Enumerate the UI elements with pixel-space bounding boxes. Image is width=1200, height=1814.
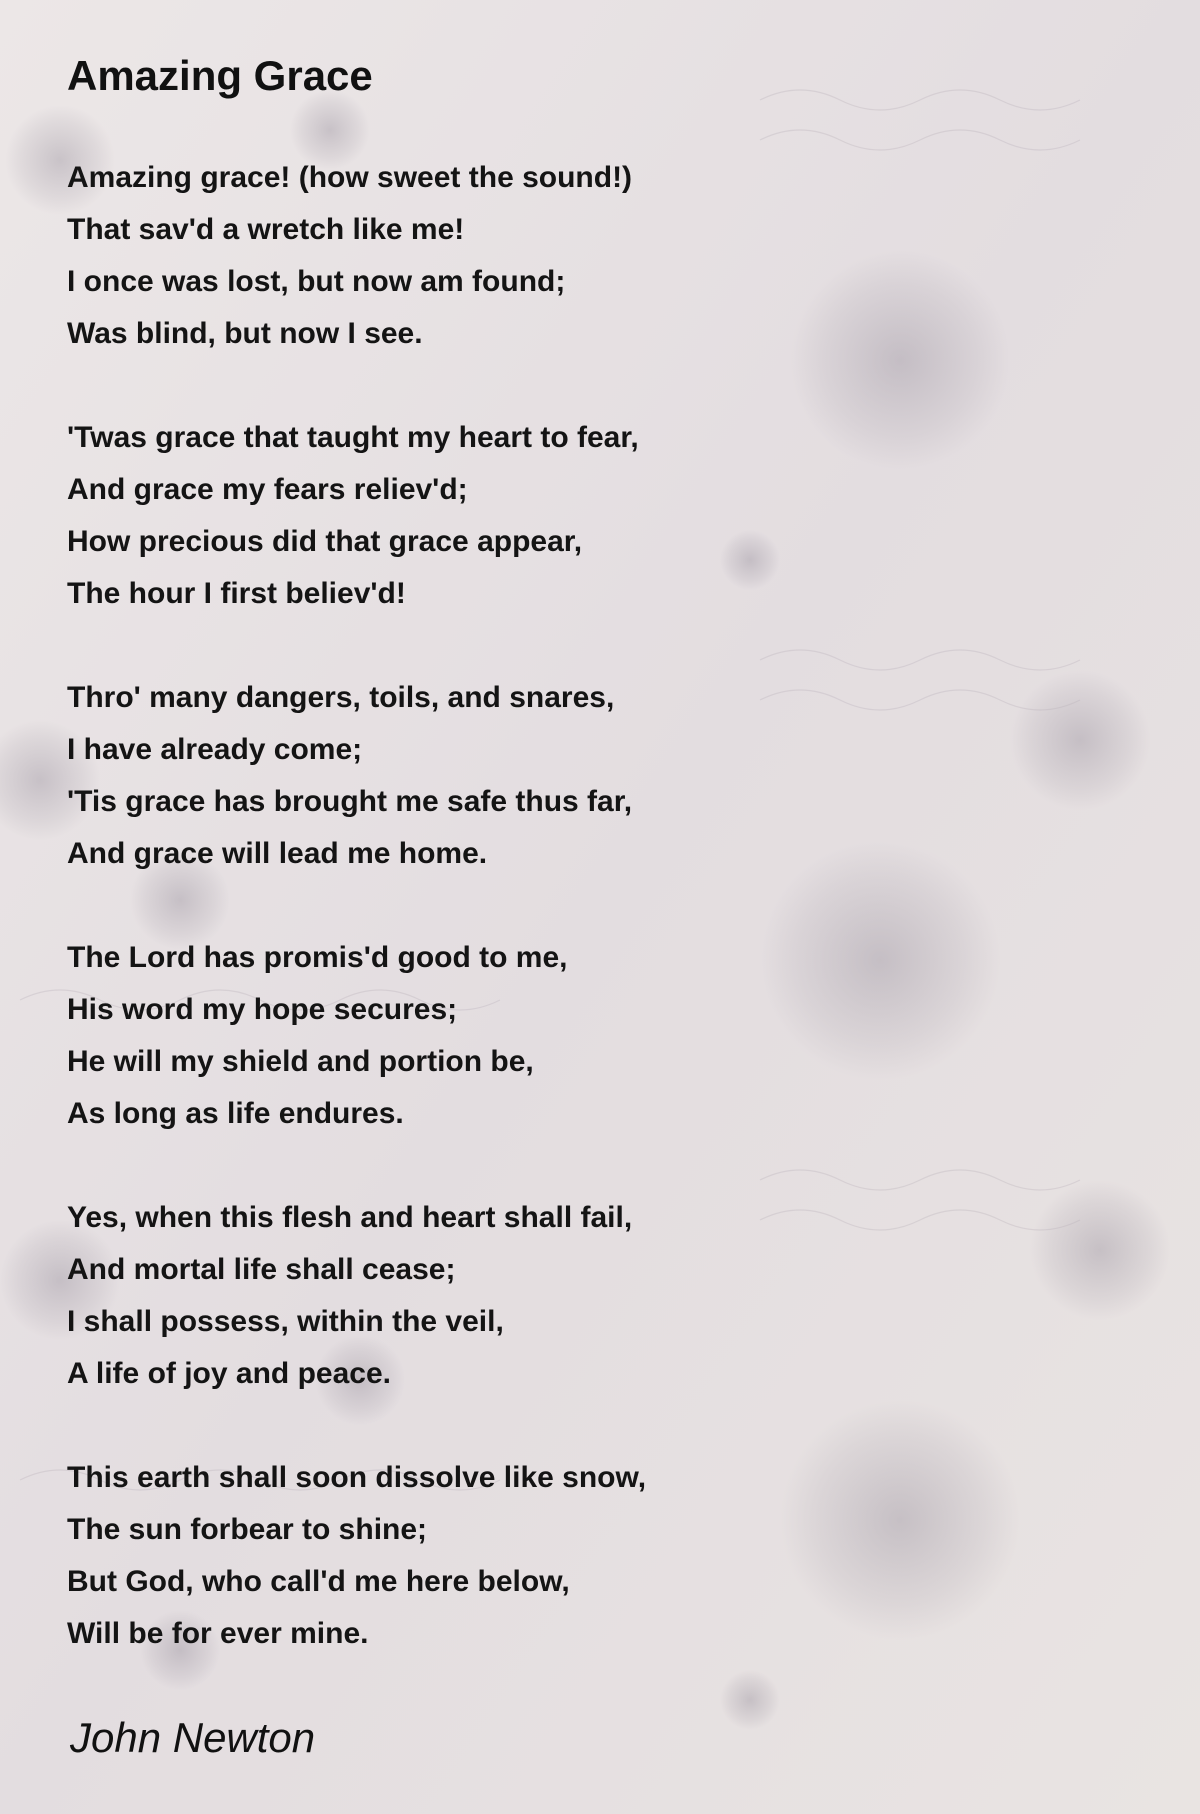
poem-line: The Lord has promis'd good to me,: [67, 941, 568, 974]
poem-line: I have already come;: [67, 733, 363, 766]
poem-line: But God, who call'd me here below,: [67, 1565, 570, 1598]
stanza-3: [67, 672, 967, 880]
poem-line: This earth shall soon dissolve like snow,: [67, 1461, 647, 1494]
poem-line: That sav'd a wretch like me!: [67, 213, 465, 246]
poem-line: His word my hope secures;: [67, 993, 458, 1026]
poem-line: He will my shield and portion be,: [67, 1045, 534, 1078]
poem-line: How precious did that grace appear,: [67, 525, 583, 558]
poem-line: Amazing grace! (how sweet the sound!): [67, 161, 633, 194]
poem-author: John Newton: [70, 1714, 316, 1761]
stanza-2: [67, 412, 967, 620]
poem-line: I once was lost, but now am found;: [67, 265, 566, 298]
poem-line: I shall possess, within the veil,: [67, 1305, 504, 1338]
poem-line: Will be for ever mine.: [67, 1617, 369, 1650]
stanza-1: [67, 152, 967, 360]
poem-line: 'Tis grace has brought me safe thus far,: [67, 785, 633, 818]
poem-line: Yes, when this flesh and heart shall fail,: [67, 1201, 633, 1234]
poem-line: And mortal life shall cease;: [67, 1253, 456, 1286]
stanza-5: [67, 1192, 967, 1400]
poem-title: Amazing Grace: [67, 52, 373, 99]
stanza-6: [67, 1452, 967, 1660]
poem-line: A life of joy and peace.: [67, 1357, 391, 1390]
poem-line: Was blind, but now I see.: [67, 317, 423, 350]
poem-line: The hour I first believ'd!: [67, 577, 406, 610]
poem-line: And grace my fears reliev'd;: [67, 473, 468, 506]
poem-line: The sun forbear to shine;: [67, 1513, 428, 1546]
stanza-4: [67, 932, 967, 1140]
poem-line: And grace will lead me home.: [67, 837, 488, 870]
poem-line: 'Twas grace that taught my heart to fear,: [67, 421, 639, 454]
poem-line: Thro' many dangers, toils, and snares,: [67, 681, 615, 714]
poem-body: [67, 50, 967, 1712]
poem-line: As long as life endures.: [67, 1097, 404, 1130]
